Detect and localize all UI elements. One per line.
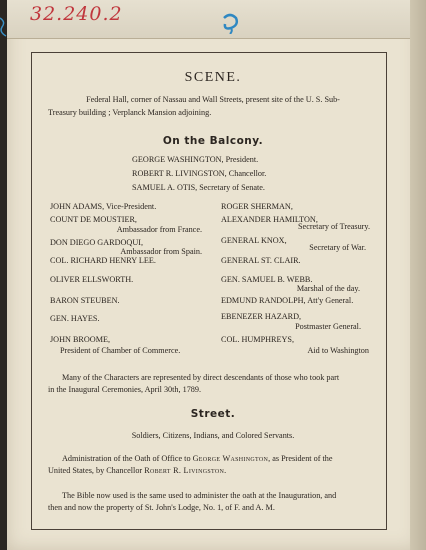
oath-note-text-a: Administration of the Oath of Office to: [62, 454, 193, 463]
street-heading: Street.: [190, 408, 236, 420]
cast-left-3-name: DON DIEGO GARDOQUI,: [50, 238, 144, 247]
lead-cast-2: ROBERT R. LIVINGSTON, Chancellor.: [132, 169, 267, 178]
characters-note-line-1: Many of the Characters are represented by direct descendants of those who took part: [62, 373, 340, 382]
cast-right-2-name: ALEXANDER HAMILTON,: [221, 215, 318, 224]
cast-left-3-role: Ambassador from Spain.: [120, 247, 202, 256]
oath-note-text-d: United States, by Chancellor: [48, 466, 145, 475]
cast-right-1-name: ROGER SHERMAN,: [221, 202, 293, 211]
lead-cast-3: SAMUEL A. OTIS, Secretary of Senate.: [132, 183, 265, 192]
cast-left-2-role: Ambassador from France.: [116, 225, 202, 234]
cast-right-5-name: GEN. SAMUEL B. WEBB.: [221, 275, 313, 284]
cast-left-7-name: GEN. HAYES.: [50, 314, 100, 323]
cast-left-2-name: COUNT DE MOUSTIER,: [50, 215, 137, 224]
cast-left-8-role: President of Chamber of Commerce.: [60, 346, 181, 355]
scene-description-line-2: Treasury building ; Verplanck Mansion adjoining.: [48, 108, 212, 117]
cast-right-2-role: Secretary of Treasury.: [298, 222, 370, 231]
cast-right-6-name: EDMUND RANDOLPH, Att'y General.: [221, 296, 354, 305]
cast-right-3-name: GENERAL KNOX,: [221, 236, 287, 245]
oath-note-livingston: Robert R. Livingston: [144, 466, 225, 475]
oath-note-text-c: , as President of the: [268, 454, 333, 463]
binding-thread-icon: [0, 14, 8, 40]
cast-left-5-name: OLIVER ELLSWORTH.: [50, 275, 134, 284]
bible-note-line-1: The Bible now used is the same used to administer the oath at the Inauguration, and: [62, 491, 337, 500]
cast-left-6-name: BARON STEUBEN.: [50, 296, 120, 305]
oath-note-washington: George Washington: [192, 454, 269, 463]
scene-title: SCENE.: [184, 70, 242, 85]
oath-note-line-1: [62, 453, 332, 465]
cast-right-8-role: Aid to Washington: [307, 346, 369, 355]
cast-left-1-name: JOHN ADAMS, Vice-President.: [50, 202, 157, 211]
cast-right-5-role: Marshal of the day.: [296, 284, 360, 293]
cast-left-4-name: COL. RICHARD HENRY LEE.: [50, 256, 156, 265]
oath-note-text-f: .: [224, 466, 227, 475]
lead-cast-1: GEORGE WASHINGTON, President.: [132, 155, 259, 164]
catalog-number: 32.240.2: [30, 3, 123, 25]
characters-note-line-2: in the Inaugural Ceremonies, April 30th, 1789.: [48, 385, 202, 394]
cast-right-7-name: EBENEZER HAZARD,: [221, 312, 302, 321]
ribbon-tie-icon: [221, 12, 239, 34]
street-participants: Soldiers, Citizens, Indians, and Colored Servants.: [131, 431, 295, 440]
oath-note-line-2: [48, 465, 226, 477]
cast-left-8-name: JOHN BROOME,: [50, 335, 111, 344]
balcony-heading: On the Balcony.: [162, 135, 264, 147]
cast-right-4-name: GENERAL ST. CLAIR.: [221, 256, 301, 265]
scene-description-line-1: Federal Hall, corner of Nassau and Wall Streets, present site of the U. S. Sub-: [86, 95, 340, 104]
cast-right-3-role: Secretary of War.: [309, 243, 366, 252]
cast-right-7-role: Postmaster General.: [295, 322, 361, 331]
bible-note-line-2: then and now the property of St. John's Lodge, No. 1, of F. and A. M.: [48, 503, 275, 512]
cast-right-8-name: COL. HUMPHREYS,: [221, 335, 295, 344]
